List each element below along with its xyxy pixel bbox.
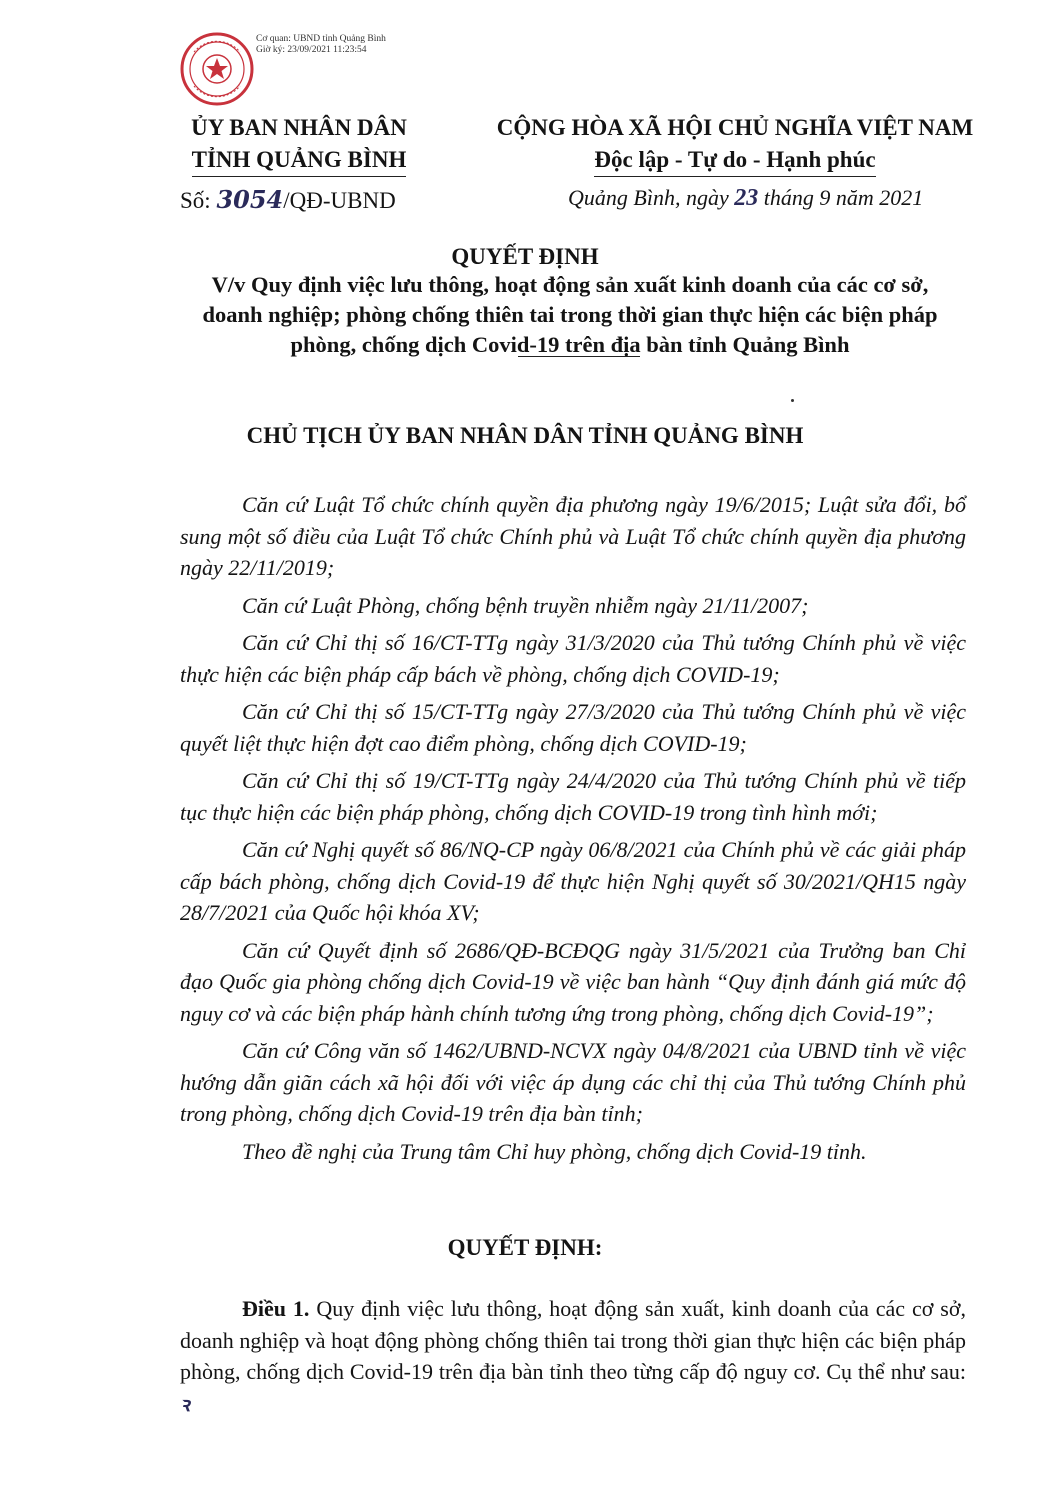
nation-line-2: Độc lập - Tự do - Hạnh phúc (594, 144, 875, 177)
national-motto (470, 112, 1000, 177)
scan-speck (791, 399, 794, 402)
handwritten-day: 23 (734, 185, 759, 211)
digital-signature-info (256, 34, 386, 56)
issue-date: Quảng Bình, ngày 23 tháng 9 năm 2021 (568, 185, 924, 211)
decision-heading: QUYẾT ĐỊNH: (447, 1235, 603, 1260)
org-line-1: ỦY BAN NHÂN DÂN (191, 115, 407, 140)
legal-basis-item: Căn cứ Nghị quyết số 86/NQ-CP ngày 06/8/2021 của Chính phủ về các giải pháp cấp bách phòng, chống dịch Covid-19 để thực hiện Nghị quyết số 30/2021/QH15 ngày 28/7/2021 của Quốc hội khóa XV; (180, 837, 966, 925)
issuing-organization (170, 112, 428, 177)
official-seal-icon (180, 32, 254, 106)
signature-time: Giờ ký: 23/09/2021 11:23:54 (256, 45, 367, 55)
legal-basis-item: Căn cứ Quyết định số 2686/QĐ-BCĐQG ngày 31/5/2021 của Trưởng ban Chỉ đạo Quốc gia phòng chống dịch Covid-19 về việc ban hành “Quy định đánh giá mức độ nguy cơ và các biện pháp hành chính tương ứng trong phòng, chống dịch Covid-19”; (180, 937, 966, 1026)
subject-divider (518, 356, 640, 357)
article-1-label: Điều 1. (242, 1296, 310, 1321)
article-1 (180, 1293, 966, 1421)
legal-basis-item: Căn cứ Luật Tổ chức chính quyền địa phương ngày 19/6/2015; Luật sửa đổi, bổ sung một số điều của Luật Tổ chức Chính phủ và Luật Tổ chức chính quyền địa phương ngày 22/11/2019; (180, 492, 966, 580)
handwritten-number: 3054 (216, 185, 284, 214)
org-line-2: TỈNH QUẢNG BÌNH (192, 144, 407, 177)
legal-basis-item: Căn cứ Chỉ thị số 15/CT-TTg ngày 27/3/2020 của Thủ tướng Chính phủ về việc quyết liệt thực hiện đợt cao điểm phòng, chống dịch COVID-19; (180, 699, 966, 756)
article-1-text: Quy định việc lưu thông, hoạt động sản xuất, kinh doanh của các cơ sở, doanh nghiệp và hoạt động phòng chống thiên tai trong thời gian thực hiện các biện pháp phòng, chống dịch Covid-19 trên địa bàn tỉnh theo từng cấp độ nguy cơ. Cụ thể như sau: (180, 1296, 967, 1384)
handwritten-initial: ꝛ (180, 1393, 190, 1416)
nation-line-1: CỘNG HÒA XÃ HỘI CHỦ NGHĨA VIỆT NAM (496, 115, 974, 140)
document-subject: V/v Quy định việc lưu thông, hoạt động sản xuất kinh doanh của các cơ sở, doanh nghiệp; phòng chống thiên tai trong thời gian thực hiện các biện pháp phòng, chống dịch Covid-19 trên địa bàn tỉnh Quảng Bình (202, 272, 938, 357)
signature-agency: Cơ quan: UBND tỉnh Quảng Bình (256, 34, 386, 44)
legal-basis-item: Căn cứ Chỉ thị số 19/CT-TTg ngày 24/4/2020 của Thủ tướng Chính phủ về tiếp tục thực hiện các biện pháp phòng, chống dịch COVID-19 trong tình hình mới; (180, 768, 966, 825)
legal-basis-item: Theo đề nghị của Trung tâm Chỉ huy phòng, chống dịch Covid-19 tỉnh. (242, 1138, 867, 1164)
document-title: QUYẾT ĐỊNH (451, 244, 599, 269)
legal-basis-item: Căn cứ Chỉ thị số 16/CT-TTg ngày 31/3/2020 của Thủ tướng Chính phủ về việc thực hiện các biện pháp cấp bách về phòng, chống dịch COVID-19; (180, 630, 966, 687)
document-number: Số: 3054/QĐ-UBND (180, 185, 396, 214)
legal-basis-item: Căn cứ Công văn số 1462/UBND-NCVX ngày 04/8/2021 của UBND tỉnh về việc hướng dẫn giãn cách xã hội đối với việc áp dụng các chỉ thị của Thủ tướng Chính phủ trong phòng, chống dịch Covid-19 trên địa bàn tỉnh; (180, 1038, 966, 1126)
legal-bases (180, 489, 966, 1173)
legal-basis-item: Căn cứ Luật Phòng, chống bệnh truyền nhiễm ngày 21/11/2007; (242, 592, 809, 618)
issuing-authority: CHỦ TỊCH ỦY BAN NHÂN DÂN TỈNH QUẢNG BÌNH (246, 423, 804, 448)
